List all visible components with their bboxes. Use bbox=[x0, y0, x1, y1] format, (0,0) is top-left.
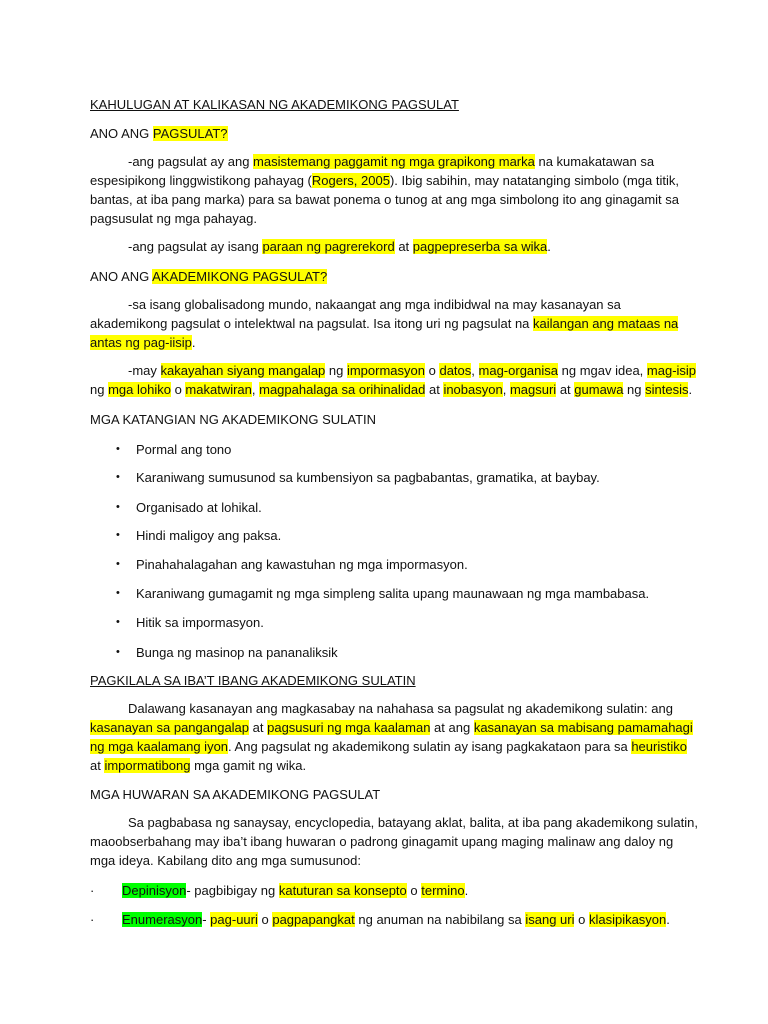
bullet-icon: • bbox=[116, 501, 120, 513]
paragraph-sa-pagbabasa: Sa pagbabasa ng sanaysay, encyclopedia, batayang aklat, balita, at iba pang akademikong sulatin, maoobserbahang may iba’t ibang huwaran o padrong ginagamit upang maging malinaw ang daloy ng mga ideya. Kabilang dito ang mga sumusunod: bbox=[90, 815, 698, 868]
bullet-icon: • bbox=[116, 558, 120, 570]
question-pagsulat: ANO ANG PAGSULAT? bbox=[90, 126, 228, 141]
paragraph-kakayahan: -may kakayahan siyang mangalap ng impormasyon o datos, mag-organisa ng mgav idea, mag-isip ng mga lohiko o makatwiran, magpahalaga sa orihinalidad at inobasyon, magsuri at gumawa ng sintesis. bbox=[90, 363, 697, 397]
heading-katangian: MGA KATANGIAN NG AKADEMIKONG SULATIN bbox=[90, 412, 377, 427]
paragraph-pagsulat-definition: -ang pagsulat ay ang masistemang paggamit ng mga grapikong marka na kumakatawan sa espesipikong linggwistikong pahayag (Rogers, 2005). Ibig sabihin, may natatanging simbolo (mga titik, bantas, at iba pang marka) para sa bawat ponema o tunog at ang mga simbolong ito ang ginagamit sa pagsusulat ng mga pahayag. bbox=[90, 154, 679, 226]
paragraph-dalawang-kasanayan: Dalawang kasanayan ang magkasabay na nahahasa sa pagsulat ng akademikong sulatin: ang kasanayan sa pangangalap at pagsusuri ng mga kaalaman at ang kasanayan sa mabisang pamamahagi ng mga kaalamang iyon. Ang pagsulat ng akademikong sulatin ay isang pagkakataon para sa heuristiko at impormatibong mga gamit ng wika. bbox=[90, 701, 693, 773]
bullet-icon: · bbox=[90, 883, 95, 898]
paragraph-globalisadong-mundo: -sa isang globalisadong mundo, nakaangat ang mga indibidwal na may kasanayan sa akademikong pagsulat o intelektwal na pagsulat. Isa itong uri ng pagsulat na kailangan ang mataas na antas ng pag-iisip. bbox=[90, 297, 679, 350]
heading-pagkilala: PAGKILALA SA IBA’T IBANG AKADEMIKONG SULATIN bbox=[90, 673, 416, 688]
document-title: KAHULUGAN AT KALIKASAN NG AKADEMIKONG PAGSULAT bbox=[90, 97, 459, 112]
question-akademikong-pagsulat: ANO ANG AKADEMIKONG PAGSULAT? bbox=[90, 269, 328, 284]
heading-huwaran: MGA HUWARAN SA AKADEMIKONG PAGSULAT bbox=[90, 787, 381, 802]
bullet-icon: • bbox=[116, 587, 120, 599]
paragraph-pagsulat-recording: -ang pagsulat ay isang paraan ng pagrerekord at pagpepreserba sa wika. bbox=[128, 239, 551, 254]
bullet-icon: • bbox=[116, 471, 120, 483]
bullet-icon: • bbox=[116, 529, 120, 541]
bullet-icon: • bbox=[116, 646, 120, 658]
bullet-icon: • bbox=[116, 443, 120, 455]
bullet-icon: · bbox=[90, 912, 95, 927]
document-page: KAHULUGAN AT KALIKASAN NG AKADEMIKONG PAGSULAT ANO ANG PAGSULAT? -ang pagsulat ay ang masistemang paggamit ng mga grapikong marka na kumakatawan sa espesipikong linggwistikong pahayag (Rogers, 2005). Ibig sabihin, may natatanging simbolo (mga titik, bantas, at iba pang marka) para sa bawat ponema o tunog at ang mga simbolong ito ang ginagamit sa pagsusulat ng mga pahayag. -ang pagsulat ay isang paraan ng pagrerekord at pagpepreserba sa wika. ANO ANG AKADEMIKONG PAGSULAT? -sa isang globalisadong mundo, nakaangat ang mga indibidwal na may kasanayan sa akademikong pagsulat o intelektwal na pagsulat. Isa itong uri ng pagsulat na kailangan ang mataas na antas ng pag-iisip. -may kakayahan siyang mangalap ng impormasyon o datos, mag-organisa ng mgav idea, mag-isip ng mga lohiko o makatwiran, magpahalaga sa orihinalidad at inobasyon, magsuri at gumawa ng sintesis. MGA KATANGIAN NG AKADEMIKONG SULATIN • Pormal ang tono • Karaniwang sumusunod sa kumbensiyon sa pagbabantas, gramatika, at baybay. • Organisado at lohikal. • Hindi maligoy ang paksa. • Pinahahalagahan ang kawastuhan ng mga impormasyon. • Karaniwang gumagamit ng mga simpleng salita upang maunawaan ng mga mambabasa. • Hitik sa impormasyon. • Bunga ng masinop na pananaliksik PAGKILALA SA IBA’T IBANG AKADEMIKONG SULATIN Dalawang kasanayan ang magkasabay na nahahasa sa pagsulat ng akademikong sulatin: ang kasanayan sa pangangalap at pagsusuri ng mga kaalaman at ang kasanayan sa mabisang pamamahagi ng mga kaalamang iyon. Ang pagsulat ng akademikong sulatin ay isang pagkakataon para sa heuristiko at impormatibong mga gamit ng wika. MGA HUWARAN SA AKADEMIKONG PAGSULAT Sa pagbabasa ng sanaysay, encyclopedia, batayang aklat, balita, at iba pang akademikong sulatin, maoobserbahang may iba’t ibang huwaran o padrong ginagamit upang maging malinaw ang daloy ng mga ideya. Kabilang dito ang mga sumusunod: · Depinisyon- pagbibigay ng katuturan sa konsepto o termino. · Enumerasyon- pag-uuri o pagpapangkat ng anuman na nabibilang sa isang uri o klasipikasyon. bbox=[90, 97, 698, 927]
bullet-icon: • bbox=[116, 616, 120, 628]
